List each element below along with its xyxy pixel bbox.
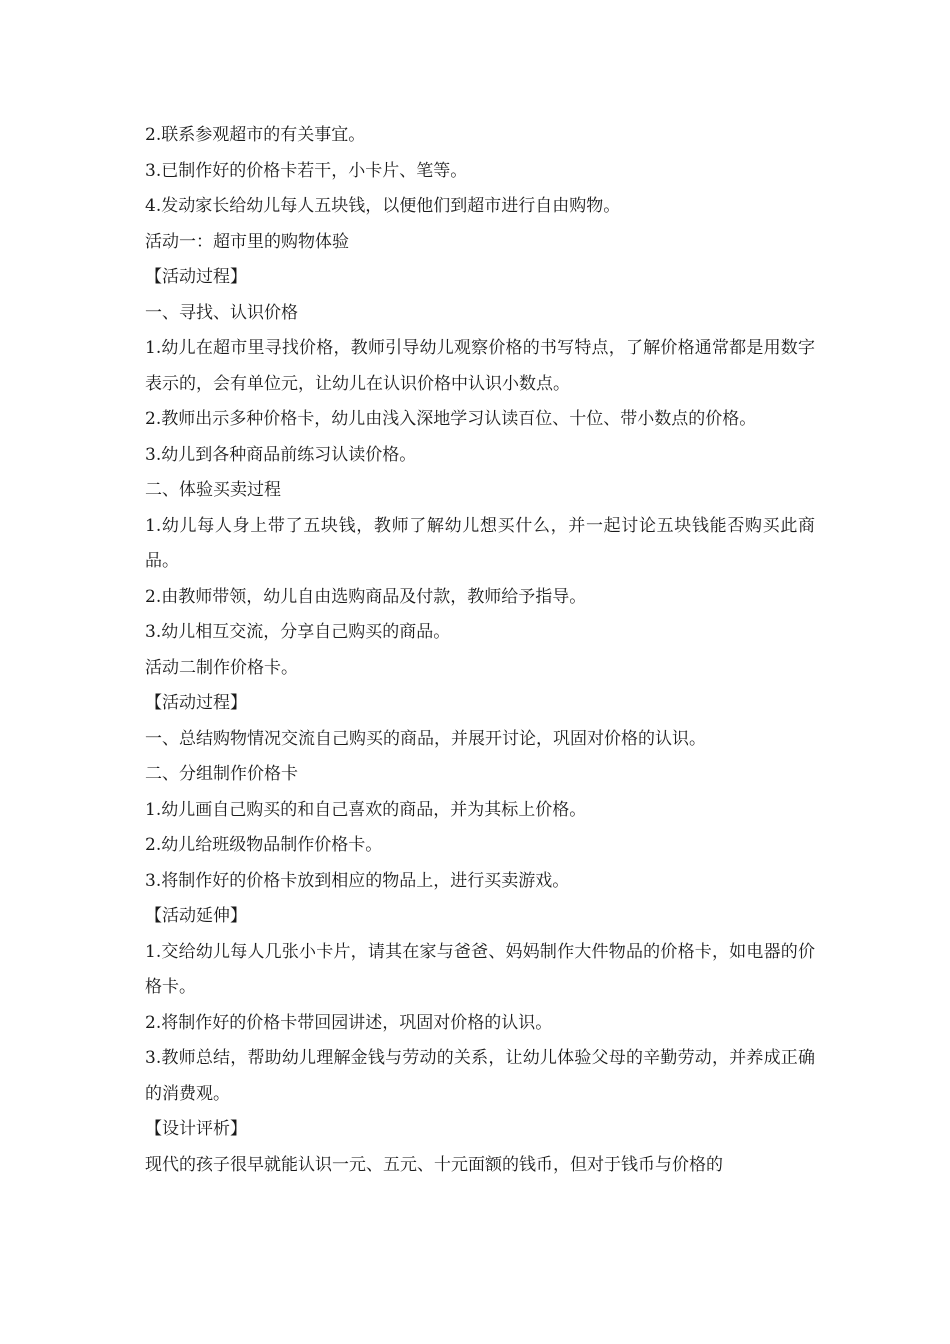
paragraph: 现代的孩子很早就能认识一元、五元、十元面额的钱币，但对于钱币与价格的 <box>145 1154 723 1175</box>
subsection-heading: 一、寻找、认识价格 <box>145 302 298 323</box>
subsection-heading: 一、总结购物情况交流自己购买的商品，并展开讨论，巩固对价格的认识。 <box>145 728 706 749</box>
subsection-heading: 二、分组制作价格卡 <box>145 764 298 784</box>
paragraph: 1.幼儿在超市里寻找价格，教师引导幼儿观察价格的书写特点，了解价格通常都是用数字表示的，会有单位元，让幼儿在认识价格中认识小数点。 <box>145 338 815 394</box>
paragraph: 4.发动家长给幼儿每人五块钱，以便他们到超市进行自由购物。 <box>145 196 621 216</box>
subsection-heading: 二、体验买卖过程 <box>145 480 281 500</box>
paragraph: 1.幼儿画自己购买的和自己喜欢的商品，并为其标上价格。 <box>145 799 587 820</box>
paragraph: 3.幼儿到各种商品前练习认读价格。 <box>145 444 417 465</box>
paragraph: 2.将制作好的价格卡带回园讲述，巩固对价格的认识。 <box>145 1012 553 1033</box>
paragraph: 1.交给幼儿每人几张小卡片，请其在家与爸爸、妈妈制作大件物品的价格卡，如电器的价格卡。 <box>145 941 815 997</box>
section-heading: 活动二制作价格卡。 <box>145 657 298 678</box>
bracket-heading: 【活动延伸】 <box>145 906 247 926</box>
paragraph: 3.幼儿相互交流，分享自己购买的商品。 <box>145 622 451 642</box>
section-heading: 活动一：超市里的购物体验 <box>145 231 349 252</box>
bracket-heading: 【活动过程】 <box>145 267 247 287</box>
paragraph: 1.幼儿每人身上带了五块钱，教师了解幼儿想买什么，并一起讨论五块钱能否购买此商品。 <box>145 515 815 571</box>
paragraph: 2.由教师带领，幼儿自由选购商品及付款，教师给予指导。 <box>145 586 587 607</box>
bracket-heading: 【设计评析】 <box>145 1119 247 1139</box>
paragraph: 2.幼儿给班级物品制作价格卡。 <box>145 835 383 855</box>
paragraph: 3.教师总结，帮助幼儿理解金钱与劳动的关系，让幼儿体验父母的辛勤劳动，并养成正确的消费观。 <box>145 1048 815 1104</box>
paragraph: 2.联系参观超市的有关事宜。 <box>145 125 366 145</box>
paragraph: 3.将制作好的价格卡放到相应的物品上，进行买卖游戏。 <box>145 870 570 891</box>
document-page <box>145 118 815 1183</box>
bracket-heading: 【活动过程】 <box>145 693 247 713</box>
paragraph: 3.已制作好的价格卡若干，小卡片、笔等。 <box>145 160 468 181</box>
paragraph: 2.教师出示多种价格卡，幼儿由浅入深地学习认读百位、十位、带小数点的价格。 <box>145 409 757 429</box>
